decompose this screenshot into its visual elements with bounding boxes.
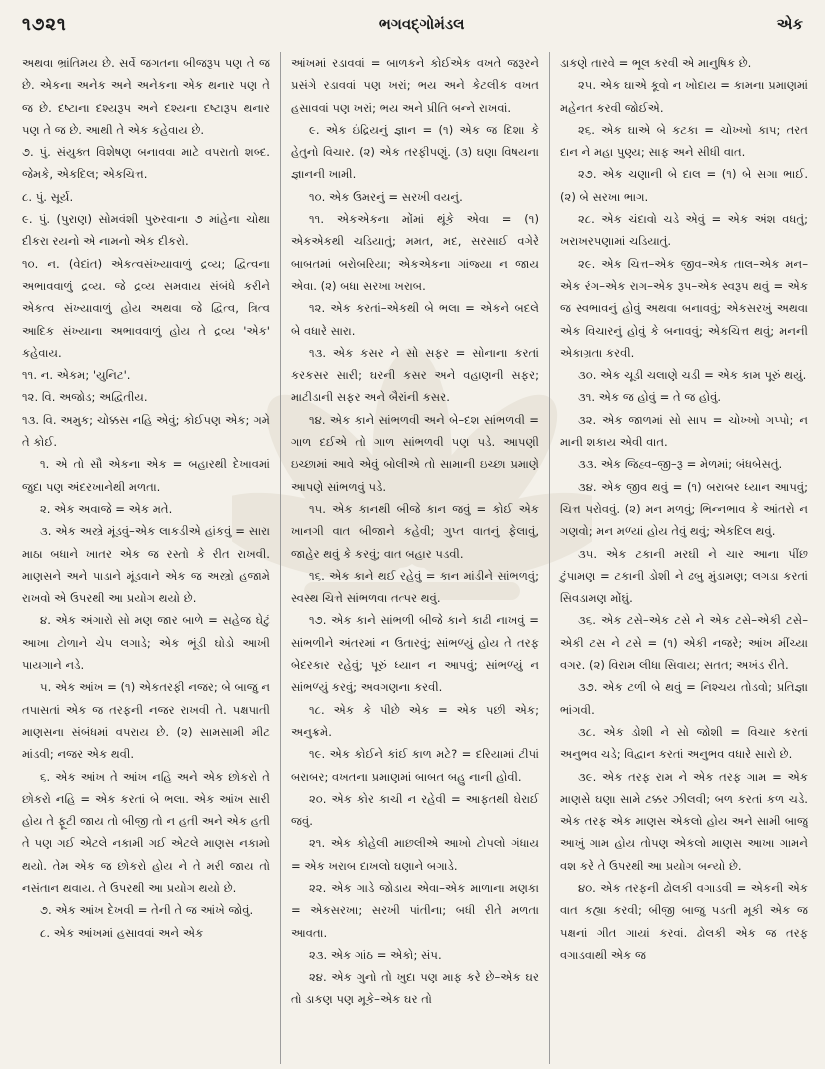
dictionary-entry: ૩૪. એક જીવ થવું = (૧) બરાબર ધ્યાન આપવું; ચિત્ત પરોવવું. (૨) મન મળવું; ભિન્નભાવ કે આંતરો ન ગણવો; મન મળ્યાં હોય તેવું થવું; એકદિલ થવું. bbox=[560, 479, 808, 539]
dictionary-entry: ૩૦. એક ચૂડી ચલાણે ચડી = એક કામ પૂરું થયું. bbox=[578, 368, 807, 383]
dictionary-entry: ૩૯. એક તરફ રામ ને એક તરફ ગામ = એક માણસે ઘણા સામે ટક્કર ઝીલવી; બળ કરતાં કળ ચડે. એક તરફ એક માણસ એકલો હોય અને સામી બાજુ આખું ગામ હોય તોપણ એકલો માણસ આખા ગામને વશ કરે તે ઉપરથી આ પ્રયોગ બન્યો છે. bbox=[560, 769, 808, 873]
column-right bbox=[549, 52, 808, 1064]
dictionary-entry: ૮. પું. સૂર્ય. bbox=[22, 189, 74, 204]
column-left bbox=[22, 52, 280, 1064]
dictionary-entry: ૫. એક આંખ = (૧) એકતરફી નજર; બે બાજુ ન તપાસતાં એક જ તરફની નજર રાખવી તે. પક્ષપાતી માણસના સંબંધમાં વપરાય છે. (૨) સામસામી મીટ માંડવી; નજર એક થવી. bbox=[22, 680, 270, 762]
dictionary-entry: ૨૦. એક કોર કાચી ન રહેવી = આફતથી ઘેરાઈ જવું. bbox=[291, 791, 539, 829]
dictionary-entry: ૧૫. એક કાનથી બીજે કાન જવું = કોઈ એક ખાનગી વાત બીજાને કહેવી; ગુપ્ત વાતનું ફેલાવું, જાહેર થવું કે કરવું; વાત બહાર પડવી. bbox=[291, 501, 539, 561]
dictionary-entry: ૮. એક આંખમાં હસાવવાં અને એક bbox=[40, 925, 204, 940]
page-number: ૧૭૨૧ bbox=[22, 13, 67, 35]
dictionary-entry: ૨૧. એક કોહેલી માછલીએ આખો ટોપલો ગંધાય = એક ખરાબ દાખલો ઘણાને બગાડે. bbox=[291, 836, 539, 873]
dictionary-entry: ૧૪. એક કાને સાંભળવી અને બે–દશ સાંભળવી = ગાળ દઈએ તો ગાળ સાંભળવી પણ પડે. આપણી ઇચ્છામાં આવે એવું બોલીએ તો સામાની ઇચ્છા પ્રમાણે આપણે સાંભળવું પડે. bbox=[291, 412, 539, 494]
dictionary-entry: ૯. એક ઇંદ્રિયનું જ્ઞાન = (૧) એક જ દિશા કે હેતુનો વિચાર. (૨) એક તરફીપણું. (૩) ઘણા વિષયના જ્ઞાનની ખામી. bbox=[291, 122, 539, 182]
dictionary-entry: ૨૪. એક ગુનો તો ખુદા પણ માફ કરે છે–એક ઘર તો ડાકણ પણ મૂકે–એક ઘર તો bbox=[291, 970, 539, 1007]
dictionary-entry: ૧૨. વિ. અજોડ; અદ્વિતીય. bbox=[22, 390, 148, 405]
dictionary-entry: ૩૬. એક ટસે–એક ટસે ને એક ટસે–એકી ટસે–એકી ટસ ને ટસે = (૧) એકી નજરે; આંખ મીંચ્યા વગર. (૨) વિરામ લીધા સિવાય; સતત; અખંડ રીતે. bbox=[560, 613, 808, 673]
dictionary-entry: ૧૮. એક કે પીછે એક = એક પછી એક; અનુક્રમે. bbox=[291, 702, 539, 739]
dictionary-entry: ૧. એ તો સૌ એકના એક = બહારથી દેખાવમાં જુદા પણ અંદરખાનેથી મળતા. bbox=[22, 457, 270, 494]
page-header bbox=[22, 10, 803, 38]
dictionary-entry: ડાકણે તારવે = ભૂલ કરવી એ માનુષિક છે. bbox=[560, 56, 752, 70]
dictionary-entry: ૨૮. એક ચંદાવો ચડે એવું = એક અંશ વધતું; ખરાખરપણામાં ચડિયાતું. bbox=[560, 212, 808, 249]
dictionary-entry: ૩૧. એક જ હોવું = તે જ હોવું. bbox=[578, 390, 722, 405]
dictionary-entry: ૪૦. એક તરફની ઢોલકી વગાડવી = એકની એક વાત કહ્યા કરવી; બીજી બાજુ પડતી મૂકી એક જ પક્ષનાં ગીત ગાયાં કરવાં. ઢોલકી એક જ તરફ વગાડવાથી એક જ bbox=[560, 880, 808, 962]
dictionary-entry: આંખમાં રડાવવાં = બાળકને કોઈએક વખતે જરૂરને પ્રસંગે રડાવવાં પણ ખરાં; ભય અને કેટલીક વખત હસાવવાં પણ ખરાં; ભય અને પ્રીતિ બન્ને રાખવાં. bbox=[291, 56, 539, 115]
dictionary-entry: ૩૮. એક ડોશી ને સો જોશી = વિચાર કરતાં અનુભવ ચડે; વિદ્વાન કરતાં અનુભવ વધારે સારો છે. bbox=[560, 724, 808, 762]
dictionary-entry: ૧૬. એક કાને થઈ રહેવું = કાન માંડીને સાંભળવું; સ્વસ્થ ચિત્તે સાંભળવા તત્પર થવું. bbox=[291, 568, 539, 606]
dictionary-entry: ૨૨. એક ગાડે જોડાય એવા–એક માળાના મણકા = એકસરખા; સરખી પાંતીના; બધી રીતે મળતા આવતા. bbox=[291, 880, 539, 940]
text-columns bbox=[22, 52, 808, 1064]
dictionary-entry: ૨૫. એક ઘાએ કૂવો ન ખોદાય = કામના પ્રમાણમાં મહેનત કરવી જોઈએ. bbox=[560, 78, 808, 115]
dictionary-entry: ૩૭. એક ટળી બે થવું = નિશ્ચય તોડવો; પ્રતિજ્ઞા ભાંગવી. bbox=[560, 680, 808, 717]
dictionary-entry: ૧૦. એક ઉમરનું = સરખી વયનું. bbox=[309, 189, 463, 204]
dictionary-entry: ૨૭. એક ચણાની બે દાલ = (૧) બે સગા ભાઈ. (૨) બે સરખા ભાગ. bbox=[560, 167, 808, 204]
dictionary-entry: ૩૨. એક જાળમાં સો સાપ = ચોખ્ખો ગપ્પો; ન માની શકાય એવી વાત. bbox=[560, 412, 808, 450]
dictionary-entry: ૧૧. એકએકના મોંમાં થૂંકે એવા = (૧) એકએકથી ચડિયાતું; મમત, મદ, સરસાઈ વગેરે બાબતમાં બરોબરિયા; એકએકના ગાંજ્યા ન જાય એવા. (૨) બધા સરખા ખરાબ. bbox=[291, 212, 539, 293]
dictionary-entry: ૩૫. એક ટકાની મરઘી ને ચાર આના પીંછ ટુંપામણ = ટકાની ડોશી ને ઢબુ મુંડામણ; લગડા કરતાં સિવડામણ મોંઘું. bbox=[560, 546, 808, 606]
dictionary-entry: અથવા ભ્રાંતિમય છે. સર્વે જગતના બીજરૂપ પણ તે જ છે. એકના અનેક અને અનેકના એક થનાર પણ તે જ છે. દષ્ટાના દશ્યરૂપ અને દશ્યના દષ્ટારૂપ થનાર પણ તે જ છે. આથી તે એક કહેવાય છે. bbox=[22, 56, 270, 137]
dictionary-entry: ૧૧. ન. એકમ; 'યુનિટ'. bbox=[22, 368, 131, 383]
dictionary-entry: ૩. એક અસ્ત્રે મૂંડવું–એક લાકડીએ હાંકવું = સારા માઠા બધાને ખાતર એક જ રસ્તો કે રીત રાખવી. માણસને અને પાડાને મૂંડવાને એક જ અસ્ત્રો હજામે રાખવો એ ઉપરથી આ પ્રયોગ થયો છે. bbox=[22, 524, 270, 606]
dictionary-entry: ૯. પું. (પુરાણ) સોમવંશી પુરુરવાના ૭ માંહેના ચોથા દીકરા રયનો એ નામનો એક દીકરો. bbox=[22, 212, 270, 249]
dictionary-entry: ૪. એક અંગારો સો મણ જાર બાળે = સહેજ ઘેટું આખા ટોળાને ચેપ લગાડે; એક ભૂંડી ઘોડો આખી પાયગાને નડે. bbox=[22, 613, 270, 673]
dictionary-entry: ૧૦. ન. (વેદાંત) એકત્વસંખ્યાવાળું દ્રવ્ય; દ્વિત્વના અભાવવાળું દ્રવ્ય. જે દ્રવ્ય સમવાય સંબંધે કરીને એકત્વ સંખ્યાવાળું હોય અથવા જે દ્વિત્વ, ત્રિત્વ આદિક સંખ્યાના અભાવવાળું હોય તે દ્રવ્ય 'એક' કહેવાય. bbox=[22, 256, 270, 360]
dictionary-entry: ૬. એક આંખ તે આંખ નહિ અને એક છોકરો તે છોકરો નહિ = એક કરતાં બે ભલા. એક આંખ સારી હોય તે ફૂટી જાય તો બીજી તો ન હતી અને એક હતી તે પણ ગઈ એટલે નકામી ગઈ એટલે માણસ નકામો થયો. તેમ એક જ છોકરો હોય ને તે મરી જાય તો નસંતાન થવાય. તે ઉપરથી આ પ્રયોગ થયો છે. bbox=[22, 769, 270, 895]
dictionary-entry: ૭. એક આંખ દેખવી = તેની તે જ આંખે જોવું. bbox=[40, 903, 254, 918]
dictionary-entry: ૨૩. એક ગાંઠ = એકો; સંપ. bbox=[309, 947, 442, 962]
dictionary-entry: ૨૬. એક ઘાએ બે કટકા = ચોખ્ખો કાપ; તરત દાન ને મહા પુણ્ય; સાફ અને સીધી વાત. bbox=[560, 122, 808, 160]
dictionary-entry: ૩૩. એક જિહ્વ–જી–રૂ = મેળમાં; બંધબેસતું. bbox=[578, 457, 783, 472]
dictionary-entry: ૨૯. એક ચિત્ત–એક જીવ–એક તાલ–એક મન–એક રંગ–એક રાગ–એક રૂપ–એક સ્વરૂપ થવું = એક જ સ્વભાવનું હોવું અથવા બનાવવું; એકસરખું અથવા એક વિચારનું હોવું કે બનાવવું; એકચિત્ત થવું; મનની એકાગ્રતા કરવી. bbox=[560, 256, 808, 360]
dictionary-entry: ૧૯. એક કોઈને કાંઈ કાળ મટે? = દરિયામાં ટીપાં બરાબર; વખતના પ્રમાણમાં બાબત બહુ નાની હોવી. bbox=[291, 747, 539, 784]
dictionary-entry: ૭. પું. સંયુક્ત વિશેષણ બનાવવા માટે વપરાતો શબ્દ. જેમકે, એકદિલ; એકચિત્ત. bbox=[22, 145, 270, 182]
dictionary-entry: ૧૩. વિ. અમુક; ચોક્કસ નહિ એવું; કોઈપણ એક; ગમે તે કોઈ. bbox=[22, 412, 270, 450]
dictionary-entry: ૧૩. એક કસર ને સો સફર = સોનાના કરતાં કરકસર સારી; ઘરની કસર અને વહાણની સફર; માટીડાની સફર અને બૈરાંની કસર. bbox=[291, 345, 539, 405]
dictionary-entry: ૨. એક અવાજે = એક મતે. bbox=[40, 501, 173, 516]
book-title: ભગવદ્ગોમંડલ bbox=[378, 15, 465, 33]
dictionary-entry: ૧૭. એક કાને સાંભળી બીજે કાને કાઢી નાખવું = સાંભળીને અંતરમાં ન ઉતારવું; સાંભળ્યું હોય તે તરફ બેદરકાર રહેવું; પૂરું ધ્યાન ન આપવું; સાંભળ્યું ન સાંભળ્યું કરવું; અવગણના કરવી. bbox=[291, 613, 539, 695]
column-middle bbox=[280, 52, 549, 1064]
dictionary-entry: ૧૨. એક કરતાં–એકથી બે ભલા = એકને બદલે બે વધારે સારા. bbox=[291, 301, 539, 338]
running-headword: એક bbox=[776, 15, 803, 33]
